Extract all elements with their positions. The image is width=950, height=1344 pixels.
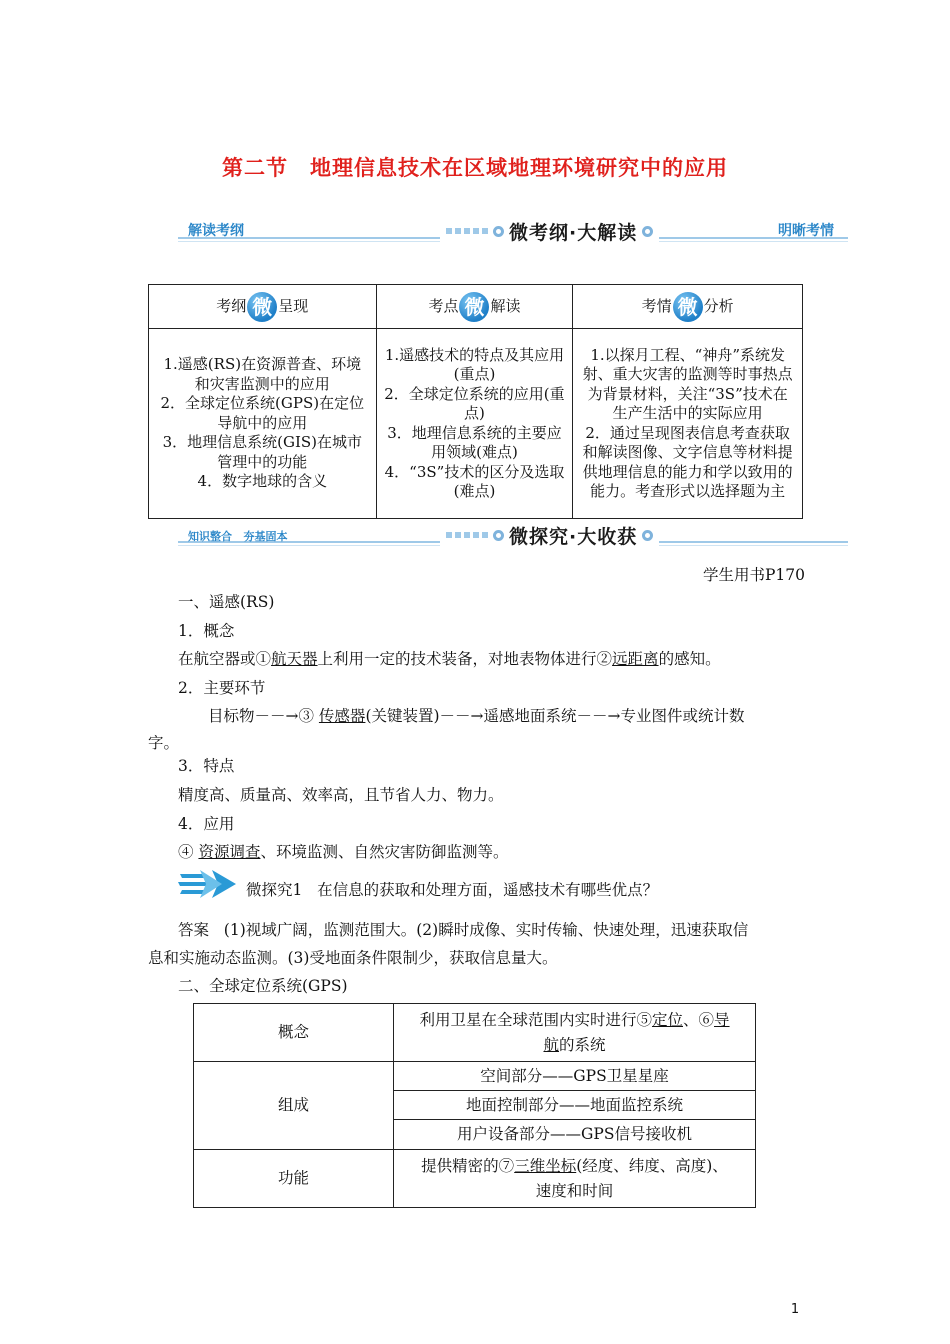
wei-badge-icon: 微 bbox=[459, 292, 489, 322]
section-heading-gps: 二、全球定位系统(GPS) bbox=[178, 977, 348, 995]
page-reference: 学生用书P170 bbox=[702, 566, 805, 584]
explore-arrow-icon bbox=[178, 866, 238, 902]
header-cell: 考情 微 分析 bbox=[573, 285, 803, 329]
banner-center bbox=[440, 520, 659, 550]
function-cell: 提供精密的⑦三维坐标(经度、纬度、高度)、 速度和时间 bbox=[394, 1150, 756, 1208]
row-key: 概念 bbox=[194, 1004, 394, 1062]
banner-ring-icon bbox=[493, 226, 504, 237]
paragraph: 目标物－－→③ 传感器(关键装置)－－→遥感地面系统－－→专业图件或统计数 bbox=[208, 707, 745, 725]
wei-badge-icon: 微 bbox=[673, 292, 703, 322]
component-cell: 地面控制部分——地面监控系统 bbox=[394, 1091, 756, 1120]
syllabus-table bbox=[148, 284, 803, 519]
wei-badge-icon: 微 bbox=[247, 292, 277, 322]
answer-line: 答案 (1)视域广阔，监测范围大。(2)瞬时成像、实时传输、快速处理，迅速获取信 bbox=[178, 921, 749, 939]
banner-ring-icon bbox=[642, 226, 653, 237]
banner-syllabus bbox=[178, 218, 848, 248]
section-heading-rs: 一、遥感(RS) bbox=[178, 593, 275, 611]
banner-dots-icon bbox=[446, 228, 488, 234]
banner-left-label: 解读考纲 bbox=[188, 223, 244, 239]
paragraph: 在航空器或①航天器上利用一定的技术装备，对地表物体进行②远距离的感知。 bbox=[178, 650, 721, 668]
banner-left-label: 知识整合 夯基固本 bbox=[188, 530, 288, 543]
explore-question: 微探究1 在信息的获取和处理方面，遥感技术有哪些优点？ bbox=[246, 881, 659, 899]
page-number: 1 bbox=[790, 1302, 800, 1317]
gps-table bbox=[193, 1003, 756, 1208]
syllabus-cell: 1.遥感(RS)在资源普查、环境和灾害监测中的应用 2．全球定位系统(GPS)在定位导航中的应用 3．地理信息系统(GIS)在城市管理中的功能 4．数字地球的含义 bbox=[149, 329, 377, 519]
subheading: 4．应用 bbox=[178, 815, 235, 833]
page-title bbox=[0, 152, 950, 182]
keypoint-cell: 1.遥感技术的特点及其应用(重点) 2．全球定位系统的应用(重点) 3．地理信息系统的主要应用领域(难点) 4．“3S”技术的区分及选取(难点) bbox=[376, 329, 573, 519]
banner-ring-icon bbox=[642, 530, 653, 541]
paragraph-continuation: 字。 bbox=[148, 734, 180, 752]
row-key: 功能 bbox=[194, 1150, 394, 1208]
banner-center-label: 微考纲·大解读 bbox=[509, 221, 638, 244]
section-name: 地理信息技术在区域地理环境研究中的应用 bbox=[310, 156, 728, 180]
component-cell: 空间部分——GPS卫星星座 bbox=[394, 1062, 756, 1091]
banner-explore bbox=[178, 522, 848, 552]
paragraph: 精度高、质量高、效率高，且节省人力、物力。 bbox=[178, 786, 504, 804]
paragraph: ④ 资源调查、环境监测、自然灾害防御监测等。 bbox=[178, 843, 509, 861]
analysis-cell: 1.以探月工程、“神舟”系统发射、重大灾害的监测等时事热点为背景材料，关注“3S”技术在生产生活中的实际应用 2．通过呈现图表信息考查获取和解读图像、文字信息等材料提供地理信息的能力和学以致用的能力。考查形式以选择题为主 bbox=[573, 329, 803, 519]
subheading: 3．特点 bbox=[178, 757, 235, 775]
subheading: 2．主要环节 bbox=[178, 679, 266, 697]
banner-center bbox=[440, 216, 659, 246]
header-cell: 考纲 微 呈现 bbox=[149, 285, 377, 329]
banner-right-label: 明晰考情 bbox=[778, 223, 834, 239]
row-key: 组成 bbox=[194, 1062, 394, 1150]
answer-continuation: 息和实施动态监测。(3)受地面条件限制少，获取信息量大。 bbox=[148, 949, 558, 967]
header-cell: 考点 微 解读 bbox=[376, 285, 573, 329]
concept-cell: 利用卫星在全球范围内实时进行⑤定位、⑥导 航的系统 bbox=[394, 1004, 756, 1062]
component-cell: 用户设备部分——GPS信号接收机 bbox=[394, 1120, 756, 1150]
banner-center-label: 微探究·大收获 bbox=[509, 525, 638, 548]
banner-dots-icon bbox=[446, 532, 488, 538]
subheading: 1．概念 bbox=[178, 622, 235, 640]
banner-ring-icon bbox=[493, 530, 504, 541]
section-number: 第二节 bbox=[222, 156, 288, 180]
